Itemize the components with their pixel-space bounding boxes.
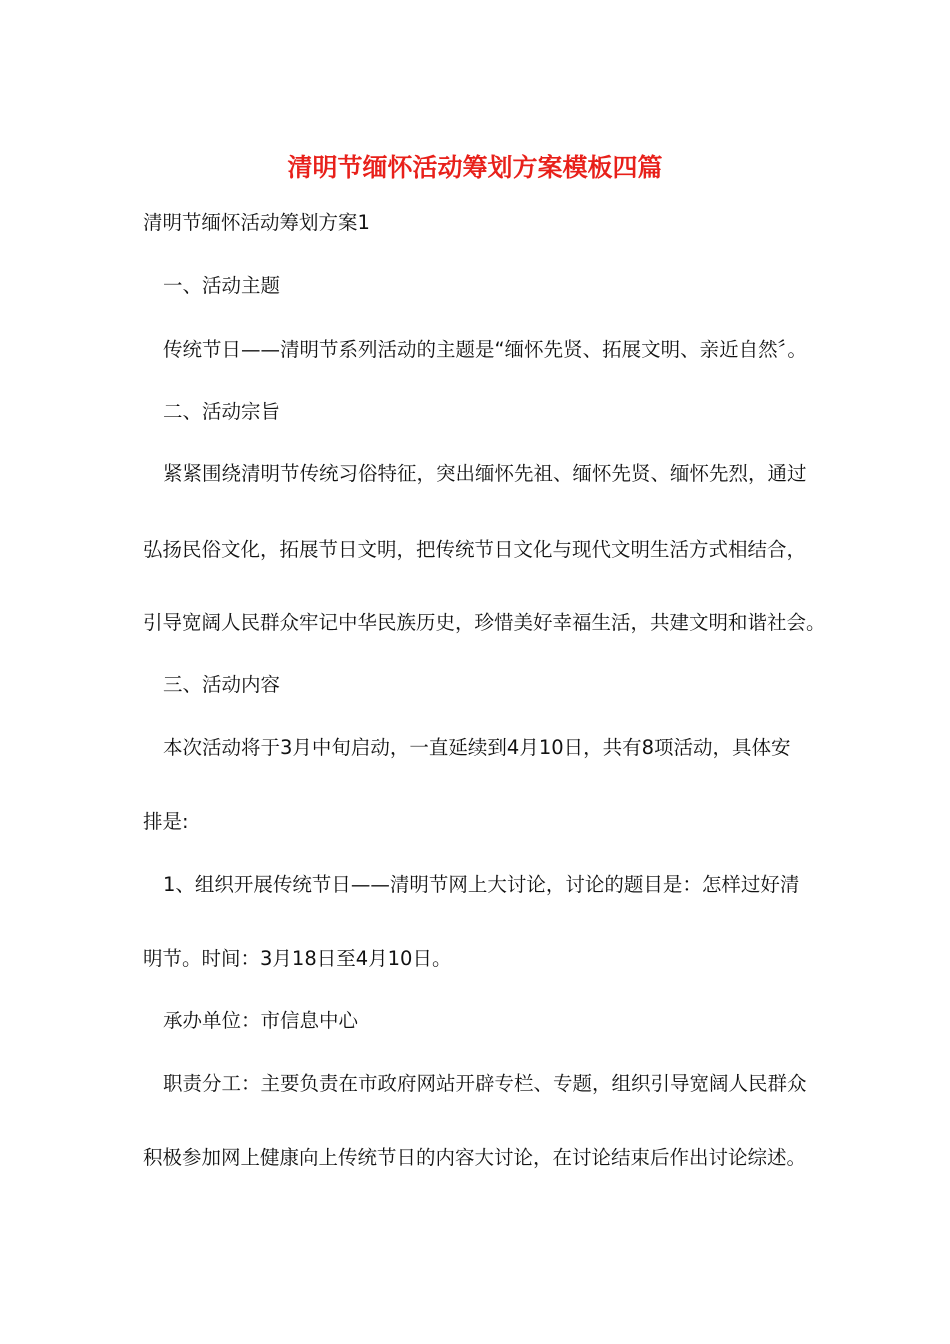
section-heading-content: 三、活动内容: [163, 673, 281, 696]
paragraph-line: 积极参加网上健康向上传统节日的内容大讨论，在讨论结束后作出讨论综述。: [143, 1146, 807, 1169]
paragraph-line: 传统节日——清明节系列活动的主题是“缅怀先贤、拓展文明、亲近自然〞。: [163, 338, 807, 361]
paragraph-line: 紧紧围绕清明节传统习俗特征，突出缅怀先祖、缅怀先贤、缅怀先烈，通过: [163, 462, 807, 485]
plan-heading: 清明节缅怀活动筹划方案1: [143, 211, 370, 234]
paragraph-line: 弘扬民俗文化，拓展节日文明，把传统节日文化与现代文明生活方式相结合，: [143, 538, 807, 561]
paragraph-line: 排是:: [143, 810, 189, 833]
document-title: 清明节缅怀活动筹划方案模板四篇: [287, 153, 663, 182]
paragraph-line: 明节。时间：3月18日至4月10日。: [143, 947, 452, 970]
section-heading-purpose: 二、活动宗旨: [163, 400, 281, 423]
paragraph-line: 本次活动将于3月中旬启动，一直延续到4月10日，共有8项活动，具体安: [163, 736, 791, 759]
paragraph-line: 承办单位：市信息中心: [163, 1009, 359, 1032]
paragraph-line: 职责分工：主要负责在市政府网站开辟专栏、专题，组织引导宽阔人民群众: [163, 1072, 807, 1095]
section-heading-theme: 一、活动主题: [163, 274, 281, 297]
paragraph-line: 1、组织开展传统节日——清明节网上大讨论，讨论的题目是：怎样过好清: [163, 873, 800, 896]
paragraph-line: 引导宽阔人民群众牢记中华民族历史，珍惜美好幸福生活，共建文明和谐社会。: [143, 611, 826, 634]
